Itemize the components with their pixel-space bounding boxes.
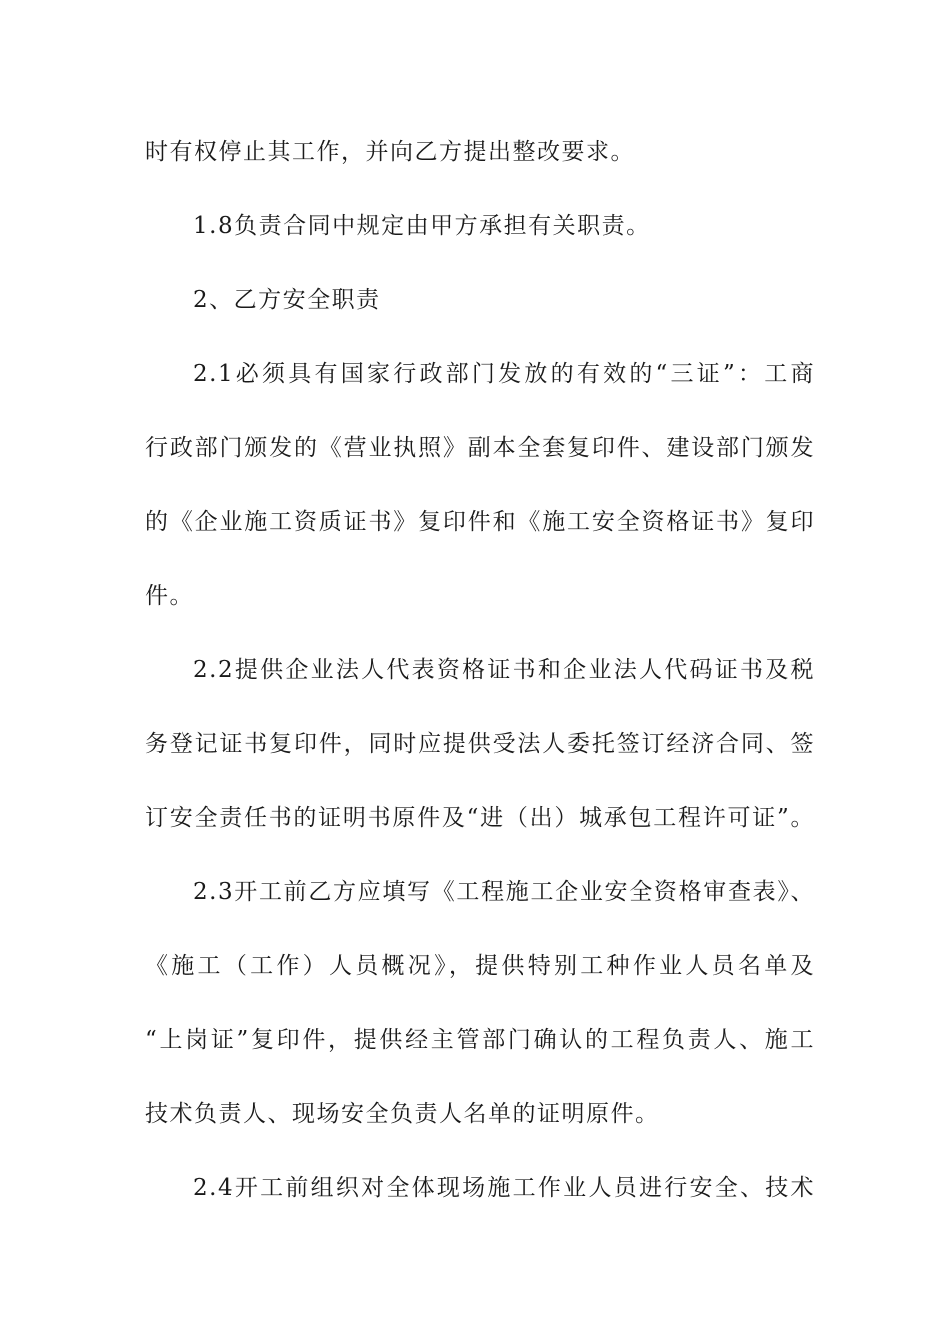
clause-2-3: 2.3开工前乙方应填写《工程施工企业安全资格审查表》、 xyxy=(193,879,815,905)
clause-2-4: 2.4开工前组织对全体现场施工作业人员进行安全、技术 xyxy=(193,1175,815,1201)
paragraph-line: 的《企业施工资质证书》复印件和《施工安全资格证书》复印 xyxy=(145,509,815,535)
paragraph-line: 技术负责人、现场安全负责人名单的证明原件。 xyxy=(145,1101,660,1127)
clause-1-8: 1.8负责合同中规定由甲方承担有关职责。 xyxy=(193,213,651,239)
section-heading-party-b-safety: 2、乙方安全职责 xyxy=(193,287,381,313)
paragraph-line: 行政部门颁发的《营业执照》副本全套复印件、建设部门颁发 xyxy=(145,435,815,461)
paragraph-line: 时有权停止其工作，并向乙方提出整改要求。 xyxy=(145,139,635,165)
paragraph-line: 件。 xyxy=(145,583,194,609)
paragraph-line: 订安全责任书的证明书原件及“进（出）城承包工程许可证”。 xyxy=(145,805,815,831)
clause-2-1: 2.1必须具有国家行政部门发放的有效的“三证”：工商 xyxy=(193,361,815,387)
paragraph-line: 《施工（工作）人员概况》，提供特别工种作业人员名单及 xyxy=(145,953,815,979)
paragraph-line: “上岗证”复印件，提供经主管部门确认的工程负责人、施工 xyxy=(145,1027,815,1053)
paragraph-line: 务登记证书复印件，同时应提供受法人委托签订经济合同、签 xyxy=(145,731,815,757)
clause-2-2: 2.2提供企业法人代表资格证书和企业法人代码证书及税 xyxy=(193,657,815,683)
